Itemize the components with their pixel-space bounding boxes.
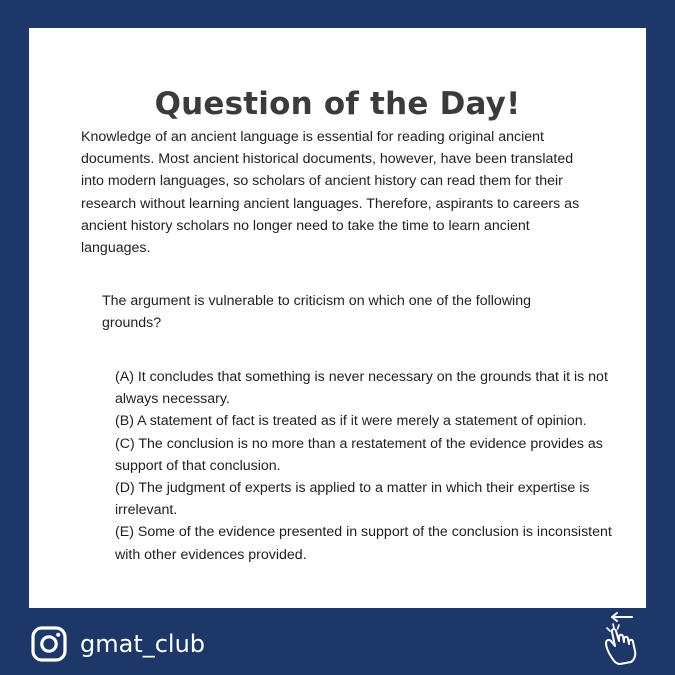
choice-a: (A) It concludes that something is never necessary on the grounds that it is not always necessary. [115,369,608,408]
question-stem: The argument is vulnerable to criticism on which one of the following grounds? [102,293,531,332]
choice-d: (D) The judgment of experts is applied to a matter in which their expertise is irrelevant. [115,480,590,519]
choice-e: (E) Some of the evidence presented in support of the conclusion is inconsistent with other evidences provided. [115,524,612,563]
choice-c: (C) The conclusion is no more than a restatement of the evidence provides as support of that conclusion. [115,435,603,474]
instagram-icon[interactable] [31,626,67,662]
passage-text: Knowledge of an ancient language is essential for reading original ancient documents. Most ancient historical documents, however, have been translated into modern languages, so scholars of ancient history can read them for their research without learning ancient languages. Therefore, aspirants to careers as ancient history scholars no longer need to take the time to learn ancient languages. [81,129,580,257]
footer-bar [0,608,675,675]
page-title: Question of the Day! [154,86,521,122]
account-handle[interactable]: gmat_club [80,630,206,658]
question-card [29,28,646,608]
answer-choices [115,366,640,566]
choice-b: (B) A statement of fact is treated as if it were merely a statement of opinion. [115,413,587,430]
swipe-hand-icon [598,610,646,666]
